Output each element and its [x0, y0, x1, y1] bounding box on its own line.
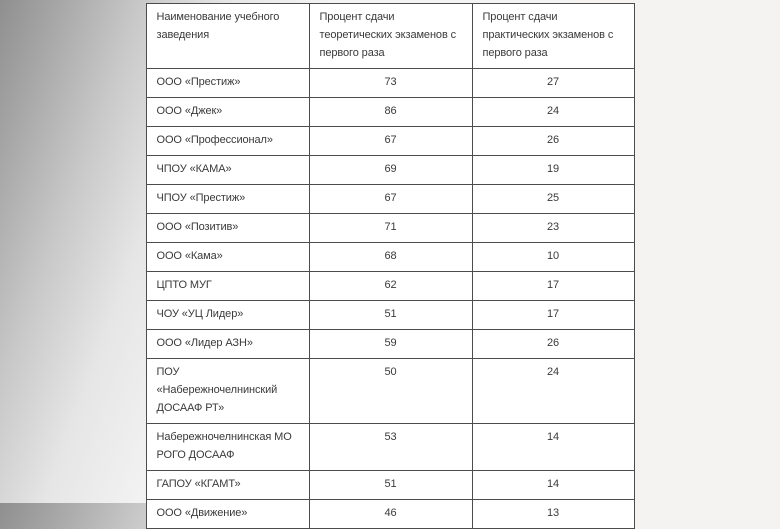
institution-cell: ЧОУ «УЦ Лидер»	[146, 301, 309, 330]
practice-percent-cell: 19	[472, 156, 634, 185]
practice-percent-cell: 14	[472, 424, 634, 471]
practice-percent-cell: 13	[472, 500, 634, 529]
theory-percent-cell: 68	[309, 243, 472, 272]
theory-percent-cell: 51	[309, 301, 472, 330]
theory-percent-cell: 86	[309, 98, 472, 127]
header-institution-name: Наименование учебного заведения	[146, 4, 309, 69]
table-row	[146, 156, 634, 185]
theory-percent-cell: 50	[309, 359, 472, 424]
institution-cell: ООО «Лидер АЗН»	[146, 330, 309, 359]
theory-percent-cell: 62	[309, 272, 472, 301]
table-row	[146, 301, 634, 330]
table-header-row	[146, 4, 634, 69]
institution-cell: ООО «Престиж»	[146, 69, 309, 98]
theory-percent-cell: 69	[309, 156, 472, 185]
header-practice-pass-percent: Процент сдачи практических экзаменов с первого раза	[472, 4, 634, 69]
practice-percent-cell: 27	[472, 69, 634, 98]
page-background	[0, 3, 780, 519]
table-row	[146, 185, 634, 214]
practice-percent-cell: 24	[472, 359, 634, 424]
practice-percent-cell: 26	[472, 127, 634, 156]
institution-cell: ООО «Движение»	[146, 500, 309, 529]
practice-percent-cell: 23	[472, 214, 634, 243]
table-row	[146, 359, 634, 424]
institution-cell: Набережночелнинская МО РОГО ДОСААФ	[146, 424, 309, 471]
practice-percent-cell: 25	[472, 185, 634, 214]
table-row	[146, 127, 634, 156]
institution-cell: ООО «Профессионал»	[146, 127, 309, 156]
table-row	[146, 243, 634, 272]
theory-percent-cell: 59	[309, 330, 472, 359]
table-row	[146, 214, 634, 243]
table-row	[146, 471, 634, 500]
header-theory-pass-percent: Процент сдачи теоретических экзаменов с первого раза	[309, 4, 472, 69]
table-row	[146, 272, 634, 301]
institution-exam-table	[146, 3, 635, 529]
institution-cell: ООО «Кама»	[146, 243, 309, 272]
institution-cell: ООО «Джек»	[146, 98, 309, 127]
table-row	[146, 424, 634, 471]
theory-percent-cell: 67	[309, 185, 472, 214]
practice-percent-cell: 17	[472, 272, 634, 301]
institution-cell: ЧПОУ «КАМА»	[146, 156, 309, 185]
practice-percent-cell: 17	[472, 301, 634, 330]
practice-percent-cell: 10	[472, 243, 634, 272]
table-row	[146, 330, 634, 359]
institution-cell: ГАПОУ «КГАМТ»	[146, 471, 309, 500]
practice-percent-cell: 24	[472, 98, 634, 127]
theory-percent-cell: 46	[309, 500, 472, 529]
table-row	[146, 98, 634, 127]
practice-percent-cell: 14	[472, 471, 634, 500]
institution-cell: ЦПТО МУГ	[146, 272, 309, 301]
table-row	[146, 500, 634, 529]
theory-percent-cell: 53	[309, 424, 472, 471]
practice-percent-cell: 26	[472, 330, 634, 359]
theory-percent-cell: 51	[309, 471, 472, 500]
institution-cell: ЧПОУ «Престиж»	[146, 185, 309, 214]
institution-cell: ПОУ «Набережночелнинский ДОСААФ РТ»	[146, 359, 309, 424]
institution-cell: ООО «Позитив»	[146, 214, 309, 243]
theory-percent-cell: 71	[309, 214, 472, 243]
table-row	[146, 69, 634, 98]
theory-percent-cell: 67	[309, 127, 472, 156]
theory-percent-cell: 73	[309, 69, 472, 98]
